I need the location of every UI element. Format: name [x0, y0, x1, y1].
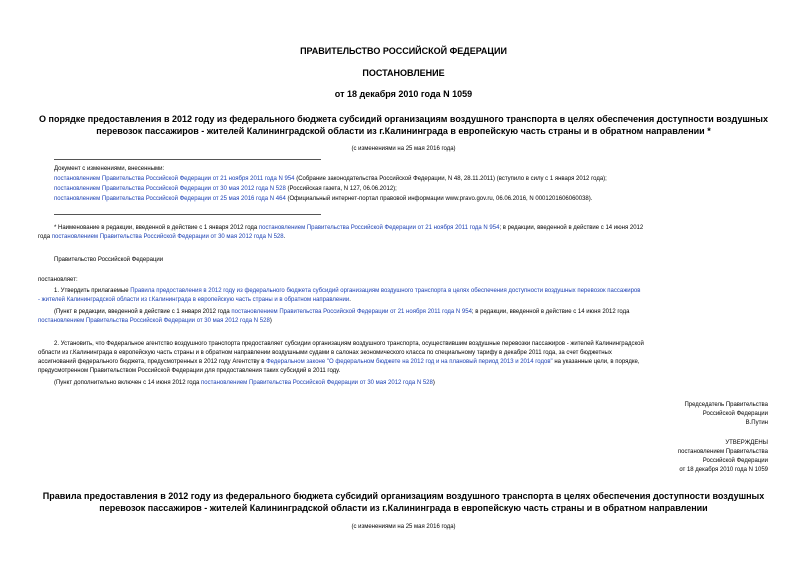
paragraph-2: 2. Установить, что Федеральное агентство воздушного транспорта предоставляет субсидии организациям воздушного транспорта, осуществившим воздушные перевозки пассажиров - жителей Калининградской области из г.Калининграда в европейскую часть страны и в обратном направлении воздушными судами в салонах экономического класса по специальному тарифу в декабре 2011 года, за счет бюджетных ассигнований федерального бюджета, предусмотренных в 2012 году Агентству в Федеральном законе "О федеральном бюджете на 2012 год и на плановый период 2013 и 2014 годов" на указанные цели, в порядке, предусмотренном Правительством Российской Федерации для предоставления таких субсидий в 2011 году. — [38, 341, 644, 374]
rules-link-cont[interactable]: - жителей Калининградской области из г.Калининграда в европейскую часть страны и в обратном направлении — [38, 297, 350, 303]
rules-title-line2: перевозок пассажиров - жителей Калининградской области из г.Калининграда в европейскую часть страны и в обратном направлении — [99, 503, 708, 513]
signature-block: Председатель Правительства Российской Федерации В.Путин — [684, 402, 768, 426]
document-date-number: от 18 декабря 2010 года N 1059 — [334, 89, 473, 99]
p1-note-link-528[interactable]: постановлением Правительства Российской Федерации от 30 мая 2012 года N 528 — [38, 318, 270, 324]
edition-note: (с изменениями на 25 мая 2016 года) — [351, 146, 456, 152]
paragraph-1: 1. Утвердить прилагаемые Правила предоставления в 2012 году из федерального бюджета субсидий организациям воздушного транспорта в целях обеспечения доступности воздушных перевозок пассажиров - жителей Калининградской области из г.Калининграда в европейскую часть страны и в обратном направлении. — [38, 288, 641, 303]
document-title-line2: перевозок пассажиров - жителей Калининградской области из г.Калининграда в европейскую часть страны и в обратном направлении * — [96, 126, 711, 136]
change-item: постановлением Правительства Российской Федерации от 25 мая 2016 года N 464 (Официальный интернет-портал правовой информации www.pravo.gov.ru, 06.06.2016, N 0001201606060038). — [54, 196, 593, 202]
changes-intro: Документ с изменениями, внесенными: — [54, 166, 165, 172]
p2-note-link-528[interactable]: постановлением Правительства Российской Федерации от 30 мая 2012 года N 528 — [201, 380, 433, 386]
document-type: ПОСТАНОВЛЕНИЕ — [362, 68, 445, 78]
title-footnote: * Наименование в редакции, введенной в действие с 1 января 2012 года постановлением Правительства Российской Федерации от 21 ноября 2011 года N 954; в редакции, введенной в действие с 14 июня 2012 года постановлением Правительства Российской Федерации от 30 мая 2012 года N 528. — [38, 225, 644, 240]
change-link-528[interactable]: постановлением Правительства Российской Федерации от 30 мая 2012 года N 528 — [54, 186, 286, 192]
rules-title-line1: Правила предоставления в 2012 году из федерального бюджета субсидий организациям воздушного транспорта в целях обеспечения доступности воздушных — [42, 491, 765, 501]
p1-note-link-954[interactable]: постановлением Правительства Российской Федерации от 21 ноября 2011 года N 954 — [231, 309, 472, 315]
document-title-line1: О порядке предоставления в 2012 году из федерального бюджета субсидий организациям воздушного транспорта в целях обеспечения доступности воздушных — [39, 114, 768, 124]
footnote-link-954[interactable]: постановлением Правительства Российской Федерации от 21 ноября 2011 года N 954 — [258, 225, 500, 231]
paragraph-2-note: (Пункт дополнительно включен с 14 июня 2012 года постановлением Правительства Российской Федерации от 30 мая 2012 года N 528) — [54, 380, 435, 386]
federal-law-link[interactable]: Федеральном законе "О федеральном бюджете на 2012 год и на плановый период 2013 и 2014 годов" — [266, 359, 553, 365]
change-item: постановлением Правительства Российской Федерации от 21 ноября 2011 года N 954 (Собрание законодательства Российской Федерации, N 48, 28.11.2011) (вступило в силу с 1 января 2012 года); — [54, 176, 607, 182]
rules-link[interactable]: Правила предоставления в 2012 году из федерального бюджета субсидий организациям воздушного транспорта в целях обеспечения доступности воздушных перевозок пассажиров — [130, 288, 641, 294]
divider-bottom — [54, 214, 321, 215]
decrees-word: постановляет: — [38, 277, 78, 283]
divider-top — [54, 159, 321, 160]
changes-block — [54, 165, 774, 204]
footnote-link-528[interactable]: постановлением Правительства Российской Федерации от 30 мая 2012 года N 528 — [51, 234, 284, 240]
government-heading: ПРАВИТЕЛЬСТВО РОССИЙСКОЙ ФЕДЕРАЦИИ — [300, 46, 507, 56]
document-title — [20, 113, 787, 137]
change-link-954[interactable]: постановлением Правительства Российской Федерации от 21 ноября 2011 года N 954 — [54, 176, 295, 182]
approved-block: УТВЕРЖДЕНЫ постановлением Правительства Российской Федерации от 18 декабря 2010 года N 1059 — [677, 440, 768, 473]
government-rf: Правительство Российской Федерации — [54, 257, 164, 263]
rules-title — [20, 490, 787, 514]
change-link-464[interactable]: постановлением Правительства Российской Федерации от 25 мая 2016 года N 464 — [54, 196, 286, 202]
paragraph-1-note: (Пункт в редакции, введенной в действие с 1 января 2012 года постановлением Правительства Российской Федерации от 21 ноября 2011 года N 954; в редакции, введенной в действие с 14 июня 2012 года постановлением Правительства Российской Федерации от 30 мая 2012 года N 528) — [38, 309, 630, 324]
rules-edition-note: (с изменениями на 25 мая 2016 года) — [351, 524, 456, 530]
change-item: постановлением Правительства Российской Федерации от 30 мая 2012 года N 528 (Российская газета, N 127, 06.06.2012); — [54, 186, 397, 192]
